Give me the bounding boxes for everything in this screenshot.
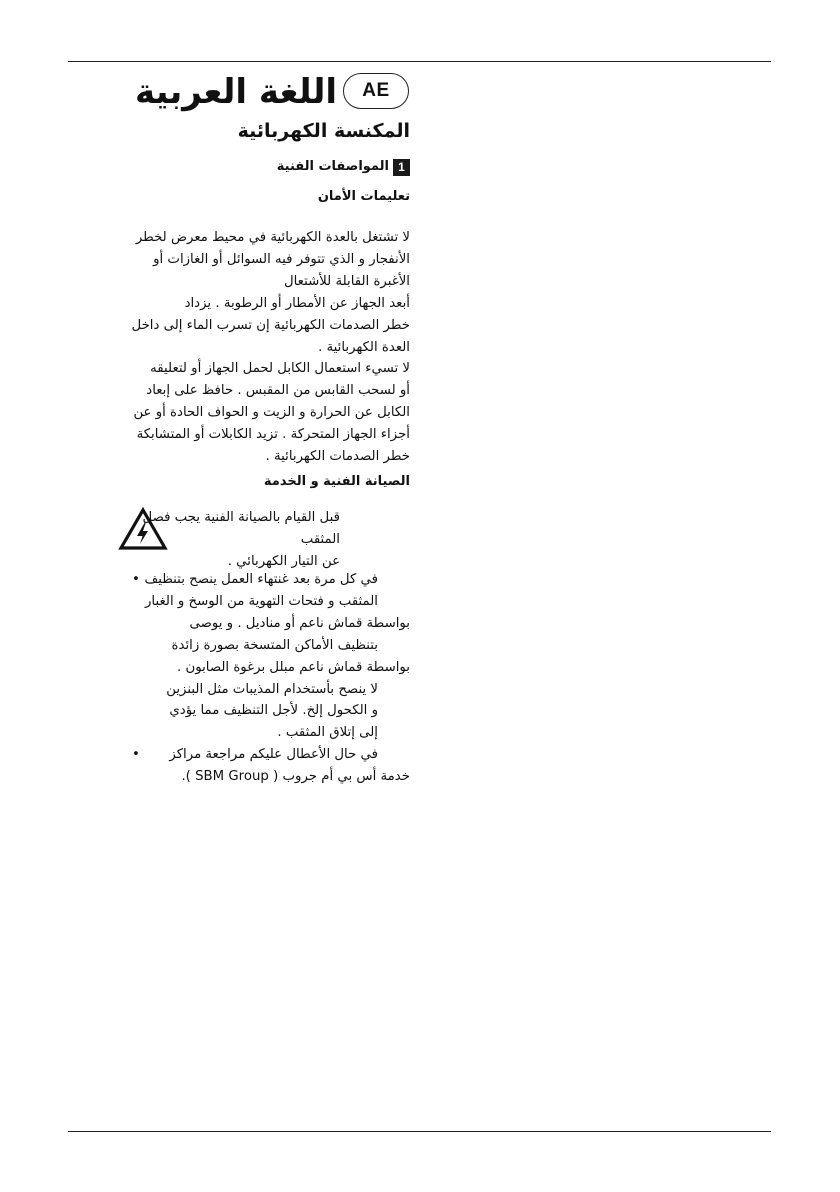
text-line: قبل القيام بالصيانة الفنية يجب فصل المثقب (142, 510, 340, 547)
maintenance-heading: الصيانة الفنية و الخدمة (263, 474, 410, 489)
text-line: و الكحول إلخ. لأجل التنظيف مما يؤدي (169, 703, 378, 719)
text-line: بواسطة قماش ناعم مبلل برغوة الصابون . (177, 659, 410, 675)
text-line: الأغبرة القابلة للأشتعال (283, 273, 410, 289)
bullet-marker: • (132, 747, 140, 763)
warning-notice (118, 507, 410, 569)
text-line: في حال الأعطال عليكم مراجعة مراكز (169, 747, 378, 763)
text-line: بتنظيف الأماكن المتسخة بصورة زائدة (171, 637, 378, 653)
spec-heading (118, 156, 410, 178)
text-line: لا تسيء استعمال الكابل لحمل الجهاز أو لتعليقه (150, 361, 410, 377)
text-line: لا ينصح بأستخدام المذيبات مثل البنزين (166, 681, 378, 697)
list-item (118, 744, 410, 788)
language-header (135, 70, 410, 116)
text-line: خدمة أس بي أم جروب ( SBM Group ). (181, 769, 410, 785)
warning-text (110, 507, 340, 573)
text-line: بواسطة قماش ناعم أو مناديل . و يوصى (189, 615, 410, 631)
text-line: العدة الكهربائية . (318, 339, 410, 355)
maintenance-list (118, 569, 410, 788)
safety-instructions (118, 227, 410, 468)
text-line: خطر الصدمات الكهربائية . (265, 449, 410, 465)
list-item (118, 569, 410, 744)
text-line: لا تشتغل بالعدة الكهربائية في محيط معرض لخطر (135, 230, 410, 245)
document-title: المكنسة الكهربائية (237, 120, 410, 142)
text-line: خطر الصدمات الكهربائية إن تسرب الماء إلى داخل (131, 317, 410, 333)
top-rule (68, 61, 771, 62)
text-line: أو لسحب القابس من المقبس . حافظ على إبعاد (146, 383, 410, 399)
spec-label: المواصفات الفنية (276, 159, 389, 174)
text-line: أبعد الجهاز عن الأمطار أو الرطوبة . يزداد (184, 295, 410, 311)
section-number: 1 (393, 159, 410, 176)
text-line: المثقب و فتحات التهوية من الوسخ و الغبار (145, 593, 378, 609)
language-title: اللغة العربية (135, 72, 337, 112)
text-line: إلى إتلاق المثقب . (277, 725, 378, 741)
safety-heading: تعليمات الأمان (317, 189, 410, 204)
text-line: في كل مرة بعد غنتهاء العمل ينصح بتنظيف (144, 572, 378, 587)
text-line: الأنفجار و الذي تتوفر فيه السوائل أو الغازات أو (153, 251, 410, 267)
bottom-rule (68, 1131, 771, 1132)
text-line: عن التيار الكهربائي . (227, 553, 340, 569)
bullet-marker: • (132, 572, 140, 587)
text-line: أجزاء الجهاز المتحركة . تزيد الكابلات أو المتشابكة (136, 427, 410, 443)
language-code-badge: AE (343, 73, 409, 109)
text-line: الكابل عن الحرارة و الزيت و الحواف الحادة أو عن (133, 405, 410, 421)
